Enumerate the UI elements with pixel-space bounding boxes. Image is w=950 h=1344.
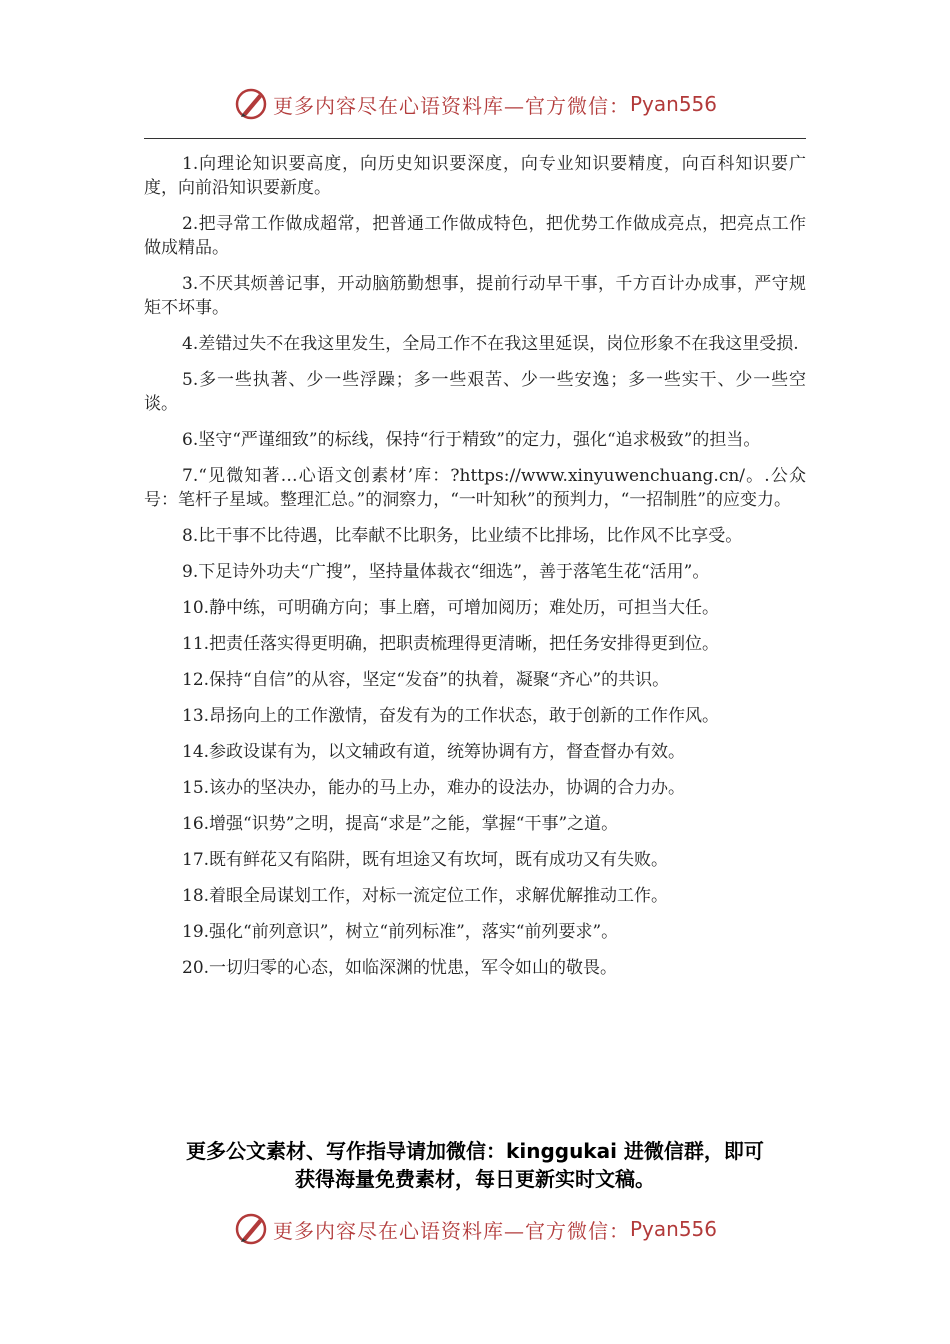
list-item: 7.“见微知著…心语文创素材’库：?https://www.xinyuwenchuang.cn/。.公众号：笔杆子星域。整理汇总。”的洞察力，“一叶知秋”的预判力，“一招制胜”的应变力。 (144, 466, 806, 510)
document-body (144, 152, 806, 992)
header-brand (0, 84, 950, 124)
list-item: 11.把责任落实得更明确，把职责梳理得更清晰，把任务安排得更到位。 (182, 634, 720, 654)
list-item: 12.保持“自信”的从容，坚定“发奋”的执着，凝聚“齐心”的共识。 (182, 670, 670, 690)
list-item: 9.下足诗外功夫“广搜”，坚持量体裁衣“细选”，善于落笔生花“活用”。 (182, 562, 710, 582)
list-item: 18.着眼全局谋划工作，对标一流定位工作，求解优解推动工作。 (182, 886, 669, 906)
list-item: 17.既有鲜花又有陷阱，既有坦途又有坎坷，既有成功又有失败。 (182, 850, 669, 870)
list-item: 3.不厌其烦善记事，开动脑筋勤想事，提前行动早干事，千方百计办成事，严守规矩不坏事。 (144, 274, 806, 318)
list-item: 15.该办的坚决办，能办的马上办，难办的设法办，协调的合力办。 (182, 778, 686, 798)
list-item: 1.向理论知识要高度，向历史知识要深度，向专业知识要精度，向百科知识要广度，向前沿知识要新度。 (144, 154, 806, 198)
list-item: 16.增强“识势”之明，提高“求是”之能，掌握“干事”之道。 (182, 814, 619, 834)
list-item: 4.差错过失不在我这里发生，全局工作不在我这里延误，岗位形象不在我这里受损. (182, 334, 799, 354)
pen-logo-icon (233, 1211, 269, 1247)
footer-brand-contact: Pyan556 (629, 1217, 717, 1241)
footer-brand-text: 更多内容尽在心语资料库—官方微信： (272, 1218, 630, 1243)
list-item: 8.比干事不比待遇，比奉献不比职务，比业绩不比排场，比作风不比享受。 (182, 526, 743, 546)
list-item: 2.把寻常工作做成超常，把普通工作做成特色，把优势工作做成亮点，把亮点工作做成精品。 (144, 214, 806, 258)
list-item: 20.一切归零的心态，如临深渊的忧患，军令如山的敬畏。 (182, 958, 618, 978)
promo-notice (120, 1137, 830, 1193)
list-item: 10.静中练，可明确方向；事上磨，可增加阅历；难处历，可担当大任。 (182, 598, 720, 618)
footer-brand (0, 1209, 950, 1249)
list-item: 14.参政设谋有为，以文辅政有道，统筹协调有方，督查督办有效。 (182, 742, 686, 762)
header-divider (144, 138, 806, 139)
pen-logo-icon (233, 86, 269, 122)
list-item: 6.坚守“严谨细致”的标线，保持“行于精致”的定力，强化“追求极致”的担当。 (182, 430, 761, 450)
header-brand-contact: Pyan556 (629, 92, 717, 116)
list-item: 5.多一些执著、少一些浮躁；多一些艰苦、少一些安逸；多一些实干、少一些空谈。 (144, 370, 806, 414)
header-brand-text: 更多内容尽在心语资料库—官方微信： (272, 93, 630, 118)
list-item: 13.昂扬向上的工作激情，奋发有为的工作状态，敢于创新的工作作风。 (182, 706, 720, 726)
list-item: 19.强化“前列意识”，树立“前列标准”，落实“前列要求”。 (182, 922, 619, 942)
promo-line-1: 更多公文素材、写作指导请加微信：kinggukai 进微信群，即可 (186, 1139, 764, 1163)
promo-line-2: 获得海量免费素材，每日更新实时文稿。 (295, 1167, 655, 1191)
